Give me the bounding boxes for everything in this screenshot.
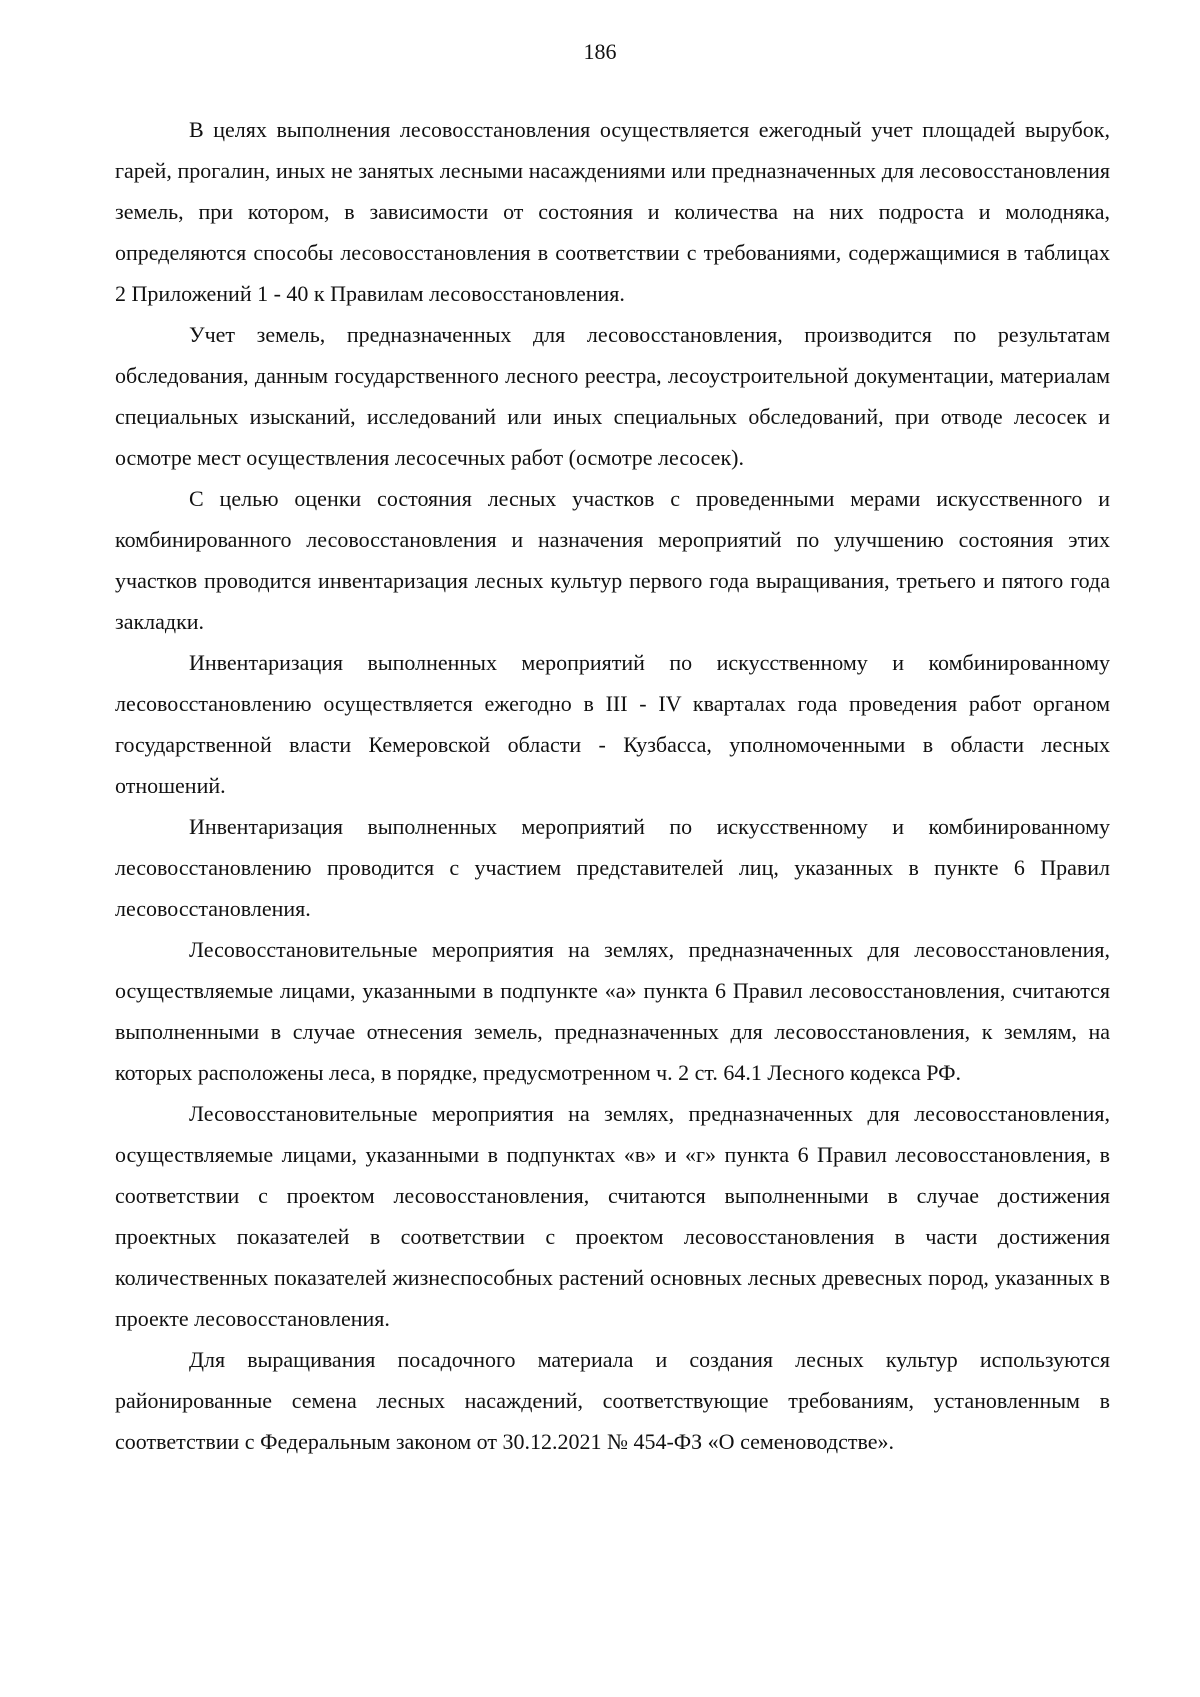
paragraph-4: Инвентаризация выполненных мероприятий по искусственному и комбинированному лесовосстановлению осуществляется ежегодно в III - IV кварталах года проведения работ органом государственной власти Кемеровской области - Кузбасса, уполномоченными в области лесных отношений.: [115, 650, 1110, 798]
paragraph-7: Лесовосстановительные мероприятия на землях, предназначенных для лесовосстановления, осуществляемые лицами, указанными в подпунктах «в» и «г» пункта 6 Правил лесовосстановления, в соответствии с проектом лесовосстановления, считаются выполненными в случае достижения проектных показателей в соответствии с проектом лесовосстановления в части достижения количественных показателей жизнеспособных растений основных лесных древесных пород, указанных в проекте лесовосстановления.: [115, 1101, 1110, 1331]
paragraph-2: Учет земель, предназначенных для лесовосстановления, производится по результатам обследования, данным государственного лесного реестра, лесоустроительной документации, материалам специальных изысканий, исследований или иных специальных обследований, при отводе лесосек и осмотре мест осуществления лесосечных работ (осмотре лесосек).: [115, 322, 1110, 470]
page-number: 186: [583, 39, 617, 64]
document-body: [115, 109, 1110, 1462]
paragraph-3: С целью оценки состояния лесных участков с проведенными мерами искусственного и комбинированного лесовосстановления и назначения мероприятий по улучшению состояния этих участков проводится инвентаризация лесных культур первого года выращивания, третьего и пятого года закладки.: [115, 486, 1110, 634]
paragraph-8: Для выращивания посадочного материала и создания лесных культур используются районированные семена лесных насаждений, соответствующие требованиям, установленным в соответствии с Федеральным законом от 30.12.2021 № 454-ФЗ «О семеноводстве».: [115, 1347, 1110, 1454]
paragraph-6: Лесовосстановительные мероприятия на землях, предназначенных для лесовосстановления, осуществляемые лицами, указанными в подпункте «а» пункта 6 Правил лесовосстановления, считаются выполненными в случае отнесения земель, предназначенных для лесовосстановления, к землям, на которых расположены леса, в порядке, предусмотренном ч. 2 ст. 64.1 Лесного кодекса РФ.: [115, 937, 1110, 1085]
paragraph-1: В целях выполнения лесовосстановления осуществляется ежегодный учет площадей вырубок, гарей, прогалин, иных не занятых лесными насаждениями или предназначенных для лесовосстановления земель, при котором, в зависимости от состояния и количества на них подроста и молодняка, определяются способы лесовосстановления в соответствии с требованиями, содержащимися в таблицах 2 Приложений 1 - 40 к Правилам лесовосстановления.: [115, 117, 1110, 306]
paragraph-5: Инвентаризация выполненных мероприятий по искусственному и комбинированному лесовосстановлению проводится с участием представителей лиц, указанных в пункте 6 Правил лесовосстановления.: [115, 814, 1110, 921]
